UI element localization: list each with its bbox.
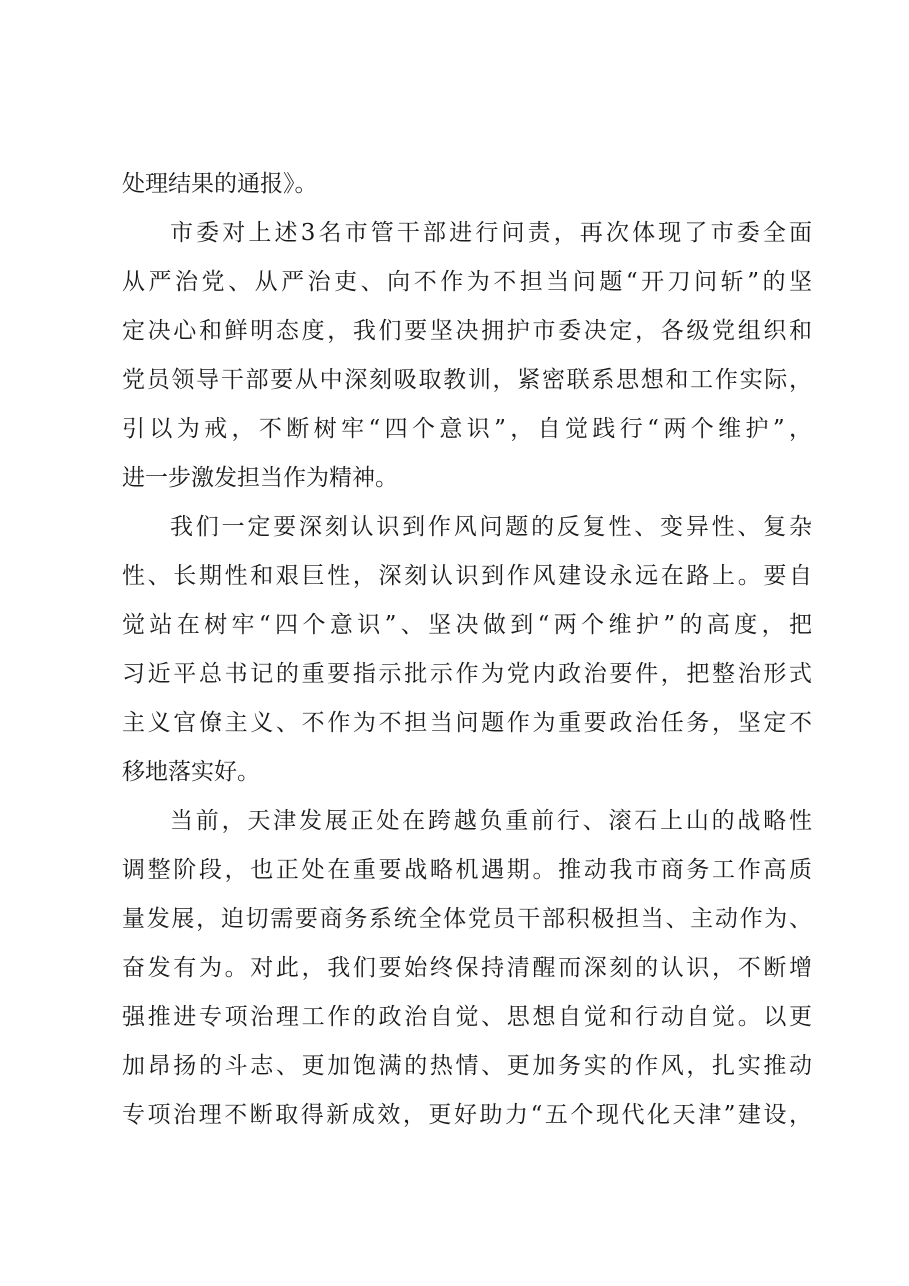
paragraph-line	[0, 409, 909, 449]
paragraph-line	[0, 262, 909, 302]
paragraph-line	[0, 605, 909, 645]
paragraph-line	[0, 213, 909, 253]
line-text: 量发展，迫切需要商务系统全体党员干部积极担当、主动作为、	[122, 906, 814, 932]
line-text: 觉站在树牢“四个意识”、坚决做到“两个维护”的高度，把	[122, 612, 817, 638]
line-text: 市委对上述3名市管干部进行问责，再次体现了市委全面	[170, 220, 816, 246]
line-text: 强推进专项治理工作的政治自觉、思想自觉和行动自觉。以更	[122, 1004, 815, 1030]
paragraph-line	[0, 556, 909, 596]
line-text: 专项治理不断取得新成效，更好助力“五个现代化天津”建设，	[122, 1102, 815, 1128]
paragraph-line	[0, 654, 909, 694]
line-text: 主义官僚主义、不作为不担当问题作为重要政治任务，坚定不	[122, 710, 815, 736]
line-text: 处理结果的通报》。	[122, 171, 318, 197]
line-text: 我们一定要深刻认识到作风问题的反复性、变异性、复杂	[170, 514, 815, 540]
paragraph-line	[0, 360, 909, 400]
line-text: 调整阶段，也正处在重要战略机遇期。推动我市商务工作高质	[122, 857, 815, 883]
line-text: 引以为戒，不断树牢“四个意识”，自觉践行“两个维护”，	[122, 416, 817, 442]
paragraph-line	[0, 164, 909, 204]
line-text: 奋发有为。对此，我们要始终保持清醒而深刻的认识，不断增	[122, 955, 815, 981]
line-text: 当前，天津发展正处在跨越负重前行、滚石上山的战略性	[170, 808, 815, 834]
line-text: 习近平总书记的重要指示批示作为党内政治要件，把整治形式	[122, 661, 815, 687]
line-text: 从严治党、从严治吏、向不作为不担当问题“开刀问斩”的坚	[122, 269, 816, 295]
paragraph-line	[0, 703, 909, 743]
line-text: 加昂扬的斗志、更加饱满的热情、更加务实的作风，扎实推动	[122, 1053, 815, 1079]
paragraph-line	[0, 899, 909, 939]
paragraph-line	[0, 752, 909, 792]
paragraph-line	[0, 1046, 909, 1086]
paragraph-line	[0, 850, 909, 890]
paragraph-line	[0, 507, 909, 547]
paragraph-line	[0, 997, 909, 1037]
paragraph-line	[0, 311, 909, 351]
line-text: 进一步激发担当作为精神。	[122, 465, 398, 491]
paragraph-line	[0, 1095, 909, 1135]
paragraph-line	[0, 458, 909, 498]
line-text: 定决心和鲜明态度，我们要坚决拥护市委决定，各级党组织和	[122, 318, 815, 344]
line-text: 移地落实好。	[122, 759, 260, 785]
line-text: 党员领导干部要从中深刻吸取教训，紧密联系思想和工作实际，	[122, 367, 814, 393]
paragraph-line	[0, 948, 909, 988]
line-text: 性、长期性和艰巨性，深刻认识到作风建设永远在路上。要自	[122, 563, 815, 589]
paragraph-line	[0, 801, 909, 841]
